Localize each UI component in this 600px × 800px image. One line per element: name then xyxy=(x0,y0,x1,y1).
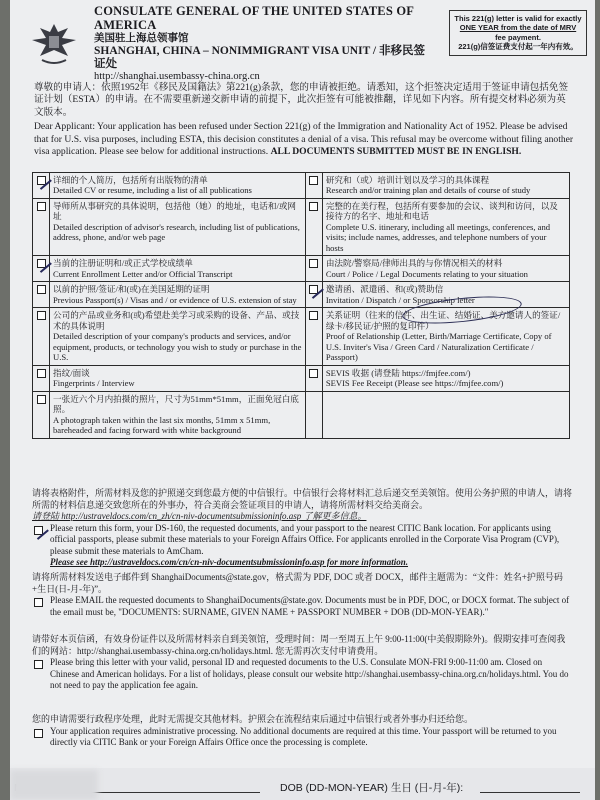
document-label-zh: 完整的在美行程，包括所有要参加的会议、谈判和访问，以及接待方的名字、地址和电话 xyxy=(325,200,558,222)
checkbox-cell xyxy=(33,308,50,365)
visa-unit-title: SHANGHAI, CHINA – NONIMMIGRANT VISA UNIT / 非移民签证处 xyxy=(94,44,425,71)
us-eagle-seal-icon xyxy=(28,18,80,66)
refusal-letter-page xyxy=(10,0,595,800)
checkbox-cell xyxy=(305,282,322,308)
redacted-area xyxy=(10,770,98,800)
validity-line-2: ONE YEAR from the date of MRV xyxy=(459,23,577,33)
checkbox-cell xyxy=(33,365,50,391)
citic-zh: 请将表格附件，所需材料及您的护照递交到您最方便的中信银行。中信银行会将材料汇总后递交至美领馆。使用公务护照的申请人，请将所需的材料信息递交致您所在的外事办，符合美商会签证项目的申请人，请将所需材料交给美商会。 xyxy=(32,488,573,510)
document-checkbox[interactable] xyxy=(37,285,46,294)
document-label-zh: 研究和（或）培训计划以及学习的具体课程 xyxy=(325,175,490,185)
checkbox-cell xyxy=(305,365,322,391)
citic-row xyxy=(32,523,572,569)
document-cell xyxy=(322,256,569,282)
document-row xyxy=(33,391,570,438)
consulate-visit-section xyxy=(32,634,572,692)
document-label-en: Court / Police / Legal Documents relating to your situation xyxy=(325,268,528,279)
document-cell xyxy=(322,198,569,255)
document-cell xyxy=(322,365,569,391)
document-checkbox[interactable] xyxy=(37,311,46,320)
document-checkbox[interactable] xyxy=(37,176,46,185)
document-cell xyxy=(50,391,306,438)
intro-en-bold: ALL DOCUMENTS SUBMITTED MUST BE IN ENGLISH. xyxy=(270,146,522,158)
document-label-en: Detailed description of advisor's research, including list of publications, address, phone, and/or web page xyxy=(53,221,300,243)
email-zh: 请将所需材料发送电子邮件到 ShanghaiDocuments@state.gov，格式需为 PDF, DOC 或者 DOCX，邮件主题需为：“文件：姓名+护照号码+生日(日-月-年)”。 xyxy=(32,572,563,594)
document-label-en: A photograph taken within the last six months, 51mm x 51mm, bareheaded and facing forward with white background xyxy=(53,414,271,436)
document-cell xyxy=(50,365,306,391)
document-label-en: Fingerprints / Interview xyxy=(53,378,135,389)
document-label-zh: SEVIS 收据 (请登陆 https://fmjfee.com/) xyxy=(325,367,471,378)
checkbox-cell xyxy=(305,308,322,365)
document-label-en: Detailed description of your company's products and services, and/or equipment, products, or technology you wish to study or purchase in the U.S. xyxy=(53,331,302,363)
checkbox-cell xyxy=(33,173,50,199)
document-label-zh: 邀请函、派遣函、和(或)赞助信 xyxy=(325,284,444,295)
document-checkbox[interactable] xyxy=(309,369,318,378)
document-row xyxy=(33,198,570,255)
document-label-zh: 以前的护照/签证/和(或)在美国延期的证明 xyxy=(53,284,210,295)
document-checkbox[interactable] xyxy=(37,202,46,211)
validity-line-4: 221(g)信签证费支付起一年内有效。 xyxy=(458,42,578,52)
document-cell xyxy=(50,308,306,365)
citic-zh-link[interactable]: 请登陆 http://ustraveldocs.com/cn_zh/cn-niv-documentsubmissioninfo.asp 了解更多信息。 xyxy=(32,511,367,522)
intro-zh: 尊敬的申请人：依照1952年《移民及国籍法》第221(g)条款，您的申请被拒绝。请悉知，这个拒签决定适用于签证申请包括免签证计划（ESTA）的申请。在不需要重新递交新申请的前提下，此次拒签有可能被推翻，详见如下内容。所有提交材料必须为英文版本。 xyxy=(34,82,569,118)
document-label-zh: 当前的注册证明和/或正式学校成绩单 xyxy=(53,258,193,269)
checkbox-cell xyxy=(33,256,50,282)
consulate-title-zh: 美国驻上海总领事馆 xyxy=(94,32,189,44)
document-label-en: Complete U.S. itinerary, including all meetings, conferences, and visits; include names, addresses, and telephone numbers of your hosts xyxy=(325,221,551,253)
consulate-title-en: CONSULATE GENERAL OF THE UNITED STATES OF AMERICA xyxy=(94,4,414,33)
intro-en xyxy=(34,121,574,158)
checkbox-cell xyxy=(33,198,50,255)
document-checkbox[interactable] xyxy=(309,202,318,211)
intro-en-text: Dear Applicant: Your application has been refused under Section 221(g) of the Immigration and Nationality Act of 1952. Please be advised that for U.S. visa purposes, including ESTA, this decision constitutes a denial of a visa. This refusal may be overcome without filing another visa application. Please see below for additional instructions. xyxy=(34,121,574,158)
consulate-website: http://shanghai.usembassy-china.org.cn xyxy=(94,71,260,83)
consulate-visit-row xyxy=(32,657,572,692)
document-label-zh: 指纹/面谈 xyxy=(53,367,90,378)
document-row xyxy=(33,256,570,282)
document-label-en: Detailed CV or resume, including a list of all publications xyxy=(53,185,252,196)
document-label-en: Current Enrollment Letter and/or Official Transcript xyxy=(53,268,233,279)
document-label-zh: 公司的产品或业务和(或)希望赴美学习或采购的设备、产品、或技术的具体说明 xyxy=(53,310,300,331)
document-checkbox[interactable] xyxy=(309,259,318,268)
validity-line-1: This 221(g) letter is valid for exactly xyxy=(454,14,582,23)
document-label-en: SEVIS Fee Receipt (Please see https://fmjfee.com/) xyxy=(325,378,504,389)
document-checkbox[interactable] xyxy=(309,285,318,294)
checkbox-cell xyxy=(305,256,322,282)
document-label-zh: 导师所从事研究的具体说明，包括他（她）的地址，电话和/或网址 xyxy=(53,200,297,222)
document-cell xyxy=(50,173,306,199)
checkbox-cell xyxy=(33,282,50,308)
document-cell xyxy=(50,282,306,308)
citic-section xyxy=(32,488,572,569)
document-label-en: Proof of Relationship (Letter, Birth/Marriage Certificate, Copy of U.S. Inviter's Visa / Green Card / Naturalization Certificate / Passport) xyxy=(325,331,552,363)
email-checkbox[interactable] xyxy=(34,598,43,607)
consulate-header xyxy=(94,4,434,83)
admin-processing-zh: 您的申请需要行政程序处理，此时无需提交其他材料。护照会在流程结束后通过中信银行或者外事办归还给您。 xyxy=(32,714,474,724)
document-label-zh: 由法院/警察局/律师出具的与你情况相关的材料 xyxy=(325,258,503,269)
admin-processing-en: Your application requires administrative processing. No additional documents are required at this time. Your passport will be returned to you directly via CITIC Bank or your Foreign Affairs Office once the processing is complete. xyxy=(50,725,557,748)
email-section xyxy=(32,572,572,618)
document-label-en: Invitation / Dispatch / or Sponsorship letter xyxy=(325,294,475,305)
document-checkbox[interactable] xyxy=(309,311,318,320)
checkbox-cell xyxy=(305,198,322,255)
dob-label: DOB (DD-MON-YEAR) 生日 (日-月-年): xyxy=(280,782,464,794)
document-checkbox[interactable] xyxy=(37,395,46,404)
document-row xyxy=(33,365,570,391)
document-label-zh: 关系证明（往来的信件、出生证、结婚证、美方邀请人的签证/绿卡/移民证/护照的复印件） xyxy=(325,310,561,331)
email-row xyxy=(32,595,572,618)
name-fill-line[interactable] xyxy=(80,792,260,793)
document-label-en: Previous Passport(s) / Visas and / or evidence of U.S. extension of stay xyxy=(53,294,297,305)
consulate-visit-checkbox[interactable] xyxy=(34,660,43,669)
validity-line-3: fee payment. xyxy=(495,32,541,42)
checkbox-cell xyxy=(305,391,322,438)
document-label-zh: 一张近六个月内拍摄的照片，尺寸为51mm*51mm，正面免冠白底照。 xyxy=(53,393,299,415)
checkbox-cell xyxy=(33,391,50,438)
document-label-zh: 详细的个人简历，包括所有出版物的清单 xyxy=(53,175,208,185)
document-row xyxy=(33,173,570,199)
document-checkbox[interactable] xyxy=(37,369,46,378)
dob-fill-line[interactable] xyxy=(480,792,580,793)
citic-checkbox[interactable] xyxy=(34,526,43,535)
document-cell xyxy=(50,256,306,282)
admin-processing-checkbox[interactable] xyxy=(34,729,43,738)
admin-processing-section xyxy=(32,714,572,749)
intro-paragraph xyxy=(34,82,574,159)
validity-notice-box xyxy=(449,10,587,56)
checkbox-cell xyxy=(305,173,322,199)
admin-processing-row xyxy=(32,726,572,749)
citic-en-link[interactable]: Please see http://ustraveldocs.com/cn/cn-niv-documentsubmissioninfo.asp for more information. xyxy=(50,557,409,568)
email-en: Please EMAIL the requested documents to ShanghaiDocuments@state.gov. Documents must be in PDF, DOC, or DOCX format. The subject of the email must be, "DOCUMENTS: SURNAME, GIVEN NAME + PASSPORT NUMBER + DOB (DD-MON-YEAR)." xyxy=(50,595,570,617)
document-label-en: Research and/or training plan and details of course of study xyxy=(325,185,531,196)
document-checkbox[interactable] xyxy=(309,176,318,185)
document-checkbox[interactable] xyxy=(37,259,46,268)
citic-en: Please return this form, your DS-160, the requested documents, and your passport to the nearest CITIC Bank location. For applicants using official passports, please submit these materials to your Foreign Affairs Office. For applicants enrolled in the Corporate Visa Program (CVP), please submit these materials to AmCham. xyxy=(50,522,560,556)
document-cell xyxy=(322,173,569,199)
consulate-visit-en: Please bring this letter with your valid, personal ID and requested documents to the U.S. Consulate MON-FRI 9:00-11:00 am. Closed on Chinese and American holidays. For a list of holidays, please consult our website http://shanghai.usembassy-china.org.cn/holidays.html. You do not need to pay the application fee again. xyxy=(50,657,569,691)
consulate-visit-zh: 请带好本页信函，有效身份证件以及所需材料亲自到美领馆，受理时间：周一至周五上午 9:00-11:00(中美假期除外)。假期安排可查阅我们的网站：http://shanghai.usembassy-china.org.cn/holidays.html. 您无需再次支付申请费用。 xyxy=(32,634,566,656)
document-cell xyxy=(322,391,569,438)
document-cell xyxy=(50,198,306,255)
